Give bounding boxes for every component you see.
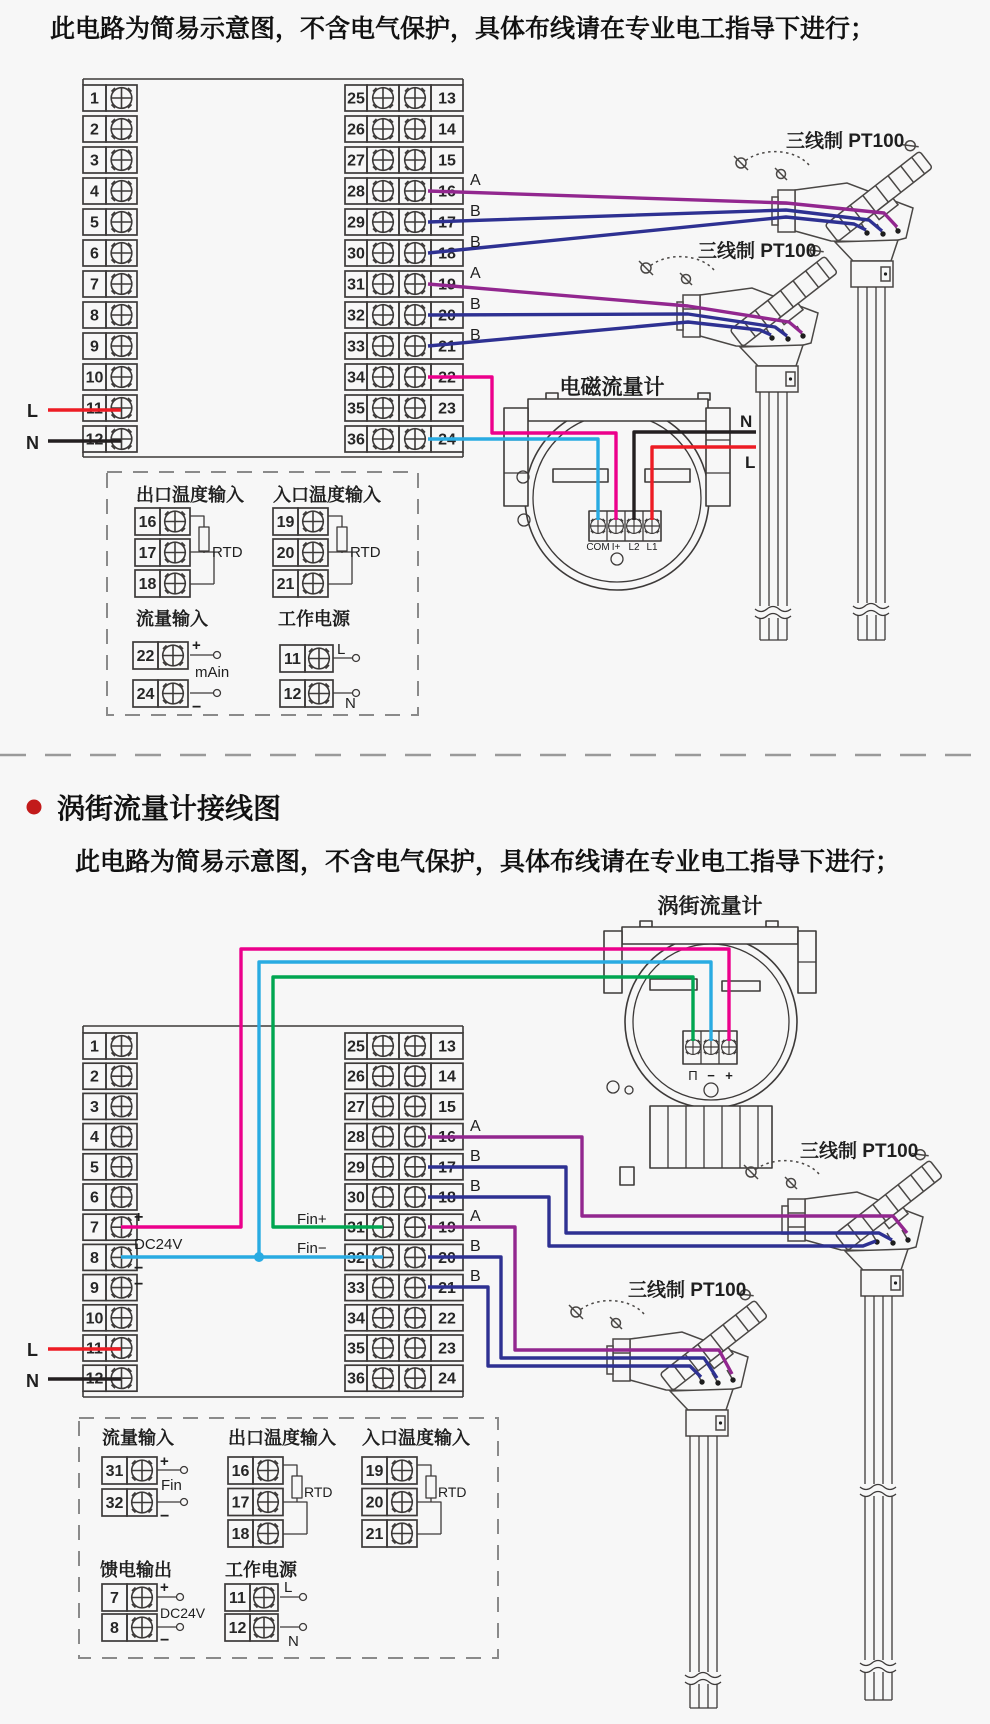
terminal-number: 23 — [438, 1340, 456, 1358]
terminal-screw-icon — [405, 274, 426, 295]
terminal-number: 19 — [438, 1219, 456, 1237]
bottom-inlet-title: 入口温度输入 — [362, 1428, 470, 1448]
terminal-screw-icon — [405, 1066, 426, 1087]
terminal-number: 3 — [90, 1098, 99, 1116]
terminal-screw-icon — [405, 1096, 426, 1117]
terminal-number: 32 — [347, 307, 365, 325]
terminal-number: 1 — [90, 1038, 99, 1056]
bottom-inlet-rtd-label: RTD — [438, 1484, 467, 1500]
top-flow-minus-label: − — [192, 699, 202, 716]
terminal-number: 14 — [438, 121, 456, 139]
bottom-power-title: 工作电源 — [225, 1560, 297, 1580]
bottom-outlet-rtd-label: RTD — [304, 1484, 333, 1500]
terminal-screw-icon — [258, 1460, 279, 1481]
terminal-number: 12 — [85, 1370, 104, 1388]
terminal-screw-icon — [373, 1036, 394, 1057]
bottom-power-l-label: L — [284, 1579, 293, 1596]
terminal-number: 16 — [438, 1129, 456, 1147]
terminal-number: 21 — [365, 1526, 384, 1543]
terminal-number: 19 — [438, 276, 456, 294]
bottom-wire-label-a2: A — [470, 1208, 481, 1225]
terminal-screw-icon — [405, 181, 426, 202]
terminal-number: 8 — [110, 1620, 119, 1637]
terminal-number: 7 — [90, 1219, 99, 1237]
terminal-screw-icon — [111, 367, 132, 388]
terminal-screw-icon — [254, 1587, 275, 1608]
terminal-screw-icon — [373, 212, 394, 233]
terminal-number: 20 — [365, 1494, 384, 1512]
terminal-number: 23 — [438, 400, 456, 418]
top-section-title: 此电路为简易示意图，不含电气保护，具体布线请在专业电工指导下进行； — [50, 15, 876, 43]
bottom-detail-outlet-terminals — [228, 1457, 283, 1547]
terminal-number: 11 — [86, 1340, 103, 1358]
bottom-feed-dc24v-label: DC24V — [160, 1605, 206, 1621]
terminal-screw-icon — [111, 88, 132, 109]
terminal-number: 12 — [283, 686, 302, 703]
terminal-number: 10 — [85, 369, 104, 387]
terminal-number: 31 — [347, 1219, 365, 1237]
terminal-number: 17 — [438, 1159, 456, 1177]
terminal-number: 24 — [136, 686, 155, 703]
vortex-flowmeter-label: 涡街流量计 — [657, 895, 763, 918]
terminal-screw-icon — [405, 243, 426, 264]
vortex-minus-label: − — [707, 1068, 715, 1083]
bottom-feed-plus-label: + — [160, 1579, 169, 1596]
terminal-number: 9 — [90, 338, 99, 356]
terminal-number: 15 — [438, 1098, 456, 1116]
terminal-number: 8 — [90, 1249, 99, 1267]
bottom-flow-minus-label: − — [160, 1508, 170, 1525]
terminal-screw-icon — [254, 1617, 275, 1638]
terminal-screw-icon — [373, 429, 394, 450]
terminal-screw-icon — [373, 1277, 394, 1298]
bottom-wire-label-b1: B — [470, 1148, 481, 1165]
terminal-screw-icon — [373, 1066, 394, 1087]
terminal-screw-icon — [373, 88, 394, 109]
top-detail-flow-terminals — [133, 642, 188, 707]
top-pt100-lower-label: 三线制 PT100 — [698, 241, 817, 262]
top-detail-outlet-terminals — [135, 508, 190, 597]
pt100-sensor-bottom-lower — [569, 1286, 774, 1436]
terminal-screw-icon — [132, 1617, 153, 1638]
bottom-detail-flow-terminals — [102, 1457, 157, 1516]
terminal-number: 27 — [347, 1098, 365, 1116]
terminal-screw-icon — [111, 274, 132, 295]
terminal-screw-icon — [111, 150, 132, 171]
pt100-probe-bottom-lower — [684, 1436, 723, 1708]
em-terminal-com-label: COM — [586, 542, 610, 553]
terminal-screw-icon — [165, 511, 186, 532]
terminal-screw-icon — [405, 119, 426, 140]
terminal-screw-icon — [111, 243, 132, 264]
terminal-number: 30 — [347, 1189, 365, 1207]
terminal-screw-icon — [111, 119, 132, 140]
terminal-screw-icon — [309, 683, 330, 704]
terminal-screw-icon — [373, 367, 394, 388]
terminal-screw-icon — [163, 683, 184, 704]
terminal-screw-icon — [303, 511, 324, 532]
terminal-screw-icon — [405, 1368, 426, 1389]
bottom-detail-feed-terminals — [102, 1584, 157, 1641]
bottom-wire-label-b2: B — [470, 1178, 481, 1195]
top-wire-label-b1: B — [470, 203, 481, 220]
wire-junction-dot — [254, 1252, 264, 1262]
terminal-number: 9 — [90, 1280, 99, 1298]
terminal-screw-icon — [373, 1126, 394, 1147]
terminal-screw-icon — [165, 573, 186, 594]
terminal-number: 30 — [347, 245, 365, 263]
bottom-pt100-lower-label: 三线制 PT100 — [628, 1280, 747, 1301]
terminal-screw-icon — [405, 367, 426, 388]
em-flowmeter-label: 电磁流量计 — [559, 376, 665, 399]
pt100-probe-top-upper — [852, 287, 891, 640]
terminal-number: 31 — [105, 1463, 124, 1480]
terminal-screw-icon — [132, 1460, 153, 1481]
terminal-number: 19 — [276, 514, 295, 531]
terminal-screw-icon — [373, 1338, 394, 1359]
wire-bottom-dc24v-minus — [121, 962, 711, 1257]
top-mains-n-label: N — [26, 433, 39, 453]
top-wire-label-b3: B — [470, 296, 481, 313]
bottom-detail-power-terminals — [225, 1584, 278, 1641]
bottom-outlet-title: 出口温度输入 — [228, 1428, 336, 1448]
terminal-screw-icon — [258, 1492, 279, 1513]
terminal-number: 5 — [90, 214, 99, 232]
bottom-section-title: 此电路为简易示意图，不含电气保护，具体布线请在专业电工指导下进行； — [75, 848, 901, 876]
terminal-screw-icon — [405, 1277, 426, 1298]
terminal-screw-icon — [111, 398, 132, 419]
terminal-number: 32 — [347, 1249, 365, 1267]
terminal-screw-icon — [111, 305, 132, 326]
terminal-number: 20 — [438, 1249, 456, 1267]
terminal-screw-icon — [373, 274, 394, 295]
terminal-number: 16 — [138, 514, 157, 531]
top-inlet-title: 入口温度输入 — [273, 485, 381, 505]
terminal-number: 15 — [438, 152, 456, 170]
terminal-number: 6 — [90, 1189, 99, 1207]
terminal-screw-icon — [111, 1066, 132, 1087]
terminal-screw-icon — [405, 1187, 426, 1208]
bottom-flow-fin-label: Fin — [161, 1477, 182, 1494]
terminal-number: 25 — [347, 1038, 365, 1056]
terminal-number: 21 — [276, 576, 295, 593]
terminal-number: 22 — [438, 1310, 456, 1328]
terminal-number: 16 — [438, 183, 456, 201]
terminal-screw-icon — [405, 1338, 426, 1359]
top-inlet-rtd-label: RTD — [350, 544, 381, 561]
top-wire-label-b2: B — [470, 234, 481, 251]
terminal-number: 36 — [347, 1370, 365, 1388]
dc24v-minus1-label: − — [134, 1260, 144, 1277]
terminal-number: 1 — [90, 90, 99, 108]
terminal-screw-icon — [392, 1523, 413, 1544]
terminal-number: 33 — [347, 338, 365, 356]
fin-minus-label: Fin− — [297, 1240, 327, 1257]
terminal-screw-icon — [111, 212, 132, 233]
terminal-screw-icon — [405, 429, 426, 450]
terminal-screw-icon — [258, 1523, 279, 1544]
terminal-screw-icon — [392, 1460, 413, 1481]
terminal-screw-icon — [165, 542, 186, 563]
vortex-pulse-label: Π — [688, 1068, 698, 1083]
terminal-screw-icon — [373, 181, 394, 202]
terminal-number: 35 — [347, 400, 365, 418]
pt100-probe-bottom-upper — [859, 1296, 898, 1700]
terminal-screw-icon — [303, 573, 324, 594]
terminal-number: 11 — [284, 651, 301, 668]
terminal-screw-icon — [405, 1308, 426, 1329]
top-wire-label-a2: A — [470, 265, 481, 282]
top-mains-l-label: L — [27, 401, 38, 421]
terminal-screw-icon — [373, 336, 394, 357]
terminal-number: 22 — [438, 369, 456, 387]
bottom-middle-terminal-strip — [345, 1033, 463, 1391]
terminal-number: 17 — [438, 214, 456, 232]
bottom-feed-minus-label: − — [160, 1632, 170, 1649]
top-flow-unit-label: mAin — [195, 664, 230, 681]
em-terminal-iplus-label: I+ — [611, 542, 621, 553]
em-terminal-l1-label: L1 — [646, 542, 658, 553]
terminal-number: 24 — [438, 1370, 456, 1388]
bottom-flow-plus-label: + — [160, 1453, 169, 1470]
terminal-screw-icon — [405, 1217, 426, 1238]
terminal-screw-icon — [111, 1308, 132, 1329]
terminal-number: 13 — [438, 90, 456, 108]
terminal-screw-icon — [163, 645, 184, 666]
top-outlet-title: 出口温度输入 — [136, 485, 244, 505]
terminal-number: 34 — [347, 369, 365, 387]
top-power-l-label: L — [337, 641, 346, 658]
terminal-number: 19 — [365, 1463, 384, 1480]
terminal-number: 18 — [231, 1526, 250, 1543]
terminal-number: 25 — [347, 90, 365, 108]
terminal-screw-icon — [373, 305, 394, 326]
terminal-number: 5 — [90, 1159, 99, 1177]
terminal-screw-icon — [373, 243, 394, 264]
terminal-number: 7 — [90, 276, 99, 294]
top-power-title: 工作电源 — [278, 609, 350, 629]
terminal-screw-icon — [132, 1492, 153, 1513]
terminal-number: 26 — [347, 121, 365, 139]
terminal-number: 36 — [347, 431, 365, 449]
terminal-screw-icon — [309, 648, 330, 669]
terminal-number: 20 — [276, 545, 295, 562]
terminal-number: 4 — [90, 1129, 99, 1147]
terminal-number: 2 — [90, 1068, 99, 1086]
terminal-screw-icon — [405, 150, 426, 171]
terminal-screw-icon — [111, 1187, 132, 1208]
top-outlet-rtd-label: RTD — [212, 544, 243, 561]
terminal-number: 32 — [105, 1495, 124, 1512]
terminal-screw-icon — [373, 119, 394, 140]
top-wire-label-b4: B — [470, 327, 481, 344]
bottom-bullet-title: 涡街流量计接线图 — [57, 793, 282, 824]
terminal-number: 21 — [438, 1280, 456, 1298]
bottom-feed-title: 馈电输出 — [100, 1560, 172, 1580]
terminal-number: 24 — [438, 431, 456, 449]
em-terminal-l2-label: L2 — [628, 542, 640, 553]
terminal-number: 34 — [347, 1310, 365, 1328]
terminal-number: 2 — [90, 121, 99, 139]
terminal-number: 18 — [438, 245, 456, 263]
terminal-number: 27 — [347, 152, 365, 170]
top-detail-inlet-terminals — [273, 508, 328, 597]
bottom-mains-n-label: N — [26, 1371, 39, 1391]
terminal-number: 14 — [438, 1068, 456, 1086]
dc24v-label: DC24V — [134, 1236, 183, 1253]
terminal-screw-icon — [373, 1096, 394, 1117]
terminal-screw-icon — [405, 1247, 426, 1268]
terminal-screw-icon — [373, 150, 394, 171]
terminal-screw-icon — [405, 88, 426, 109]
terminal-number: 35 — [347, 1340, 365, 1358]
vortex-plus-label: + — [725, 1068, 733, 1083]
terminal-number: 28 — [347, 1129, 365, 1147]
terminal-screw-icon — [111, 1036, 132, 1057]
terminal-number: 26 — [347, 1068, 365, 1086]
line-art-layer — [0, 79, 990, 1708]
terminal-screw-icon — [303, 542, 324, 563]
fin-plus-label: Fin+ — [297, 1211, 327, 1228]
pt100-sensor-top-lower — [639, 242, 844, 392]
terminal-number: 8 — [90, 307, 99, 325]
terminal-number: 13 — [438, 1038, 456, 1056]
terminal-screw-icon — [111, 336, 132, 357]
terminal-screw-icon — [405, 1157, 426, 1178]
dc24v-plus-label: + — [134, 1209, 144, 1226]
terminal-screw-icon — [111, 181, 132, 202]
terminal-number: 29 — [347, 1159, 365, 1177]
terminal-number: 17 — [138, 545, 157, 562]
terminal-number: 4 — [90, 183, 99, 201]
terminal-number: 20 — [438, 307, 456, 325]
terminal-number: 18 — [438, 1189, 456, 1207]
bottom-pt100-upper-label: 三线制 PT100 — [800, 1141, 919, 1162]
bottom-power-n-label: N — [288, 1633, 299, 1650]
terminal-screw-icon — [373, 398, 394, 419]
bottom-mains-l-label: L — [27, 1340, 38, 1360]
terminal-number: 28 — [347, 183, 365, 201]
terminal-number: 7 — [110, 1590, 119, 1607]
labels-layer — [26, 14, 918, 1650]
top-left-terminal-strip — [83, 85, 137, 452]
terminal-number: 31 — [347, 276, 365, 294]
terminal-screw-icon — [373, 1157, 394, 1178]
bullet-icon — [27, 800, 42, 815]
top-flow-title: 流量输入 — [136, 609, 208, 629]
bottom-wire-label-b4: B — [470, 1268, 481, 1285]
top-detail-power-terminals — [280, 645, 333, 707]
terminal-screw-icon — [405, 305, 426, 326]
terminal-number: 29 — [347, 214, 365, 232]
em-meter-n-label: N — [740, 412, 753, 431]
terminal-screw-icon — [111, 429, 132, 450]
terminal-number: 17 — [231, 1494, 250, 1512]
terminal-number: 22 — [136, 648, 155, 665]
terminal-number: 6 — [90, 245, 99, 263]
dc24v-minus2-label: − — [134, 1276, 144, 1293]
top-wire-label-a1: A — [470, 172, 481, 189]
terminal-screw-icon — [373, 1368, 394, 1389]
top-flow-plus-label: + — [192, 637, 201, 654]
terminal-screw-icon — [111, 1277, 132, 1298]
terminal-screw-icon — [373, 1187, 394, 1208]
terminal-screw-icon — [405, 1036, 426, 1057]
pt100-probe-top-lower — [754, 392, 793, 640]
terminal-screw-icon — [111, 1096, 132, 1117]
terminal-screw-icon — [111, 1157, 132, 1178]
top-pt100-upper-label: 三线制 PT100 — [786, 131, 905, 152]
terminal-screw-icon — [132, 1587, 153, 1608]
bottom-detail-inlet-terminals — [362, 1457, 417, 1547]
terminal-number: 11 — [86, 400, 103, 418]
terminal-screw-icon — [405, 336, 426, 357]
bottom-wire-label-a1: A — [470, 1118, 481, 1135]
terminal-number: 21 — [438, 338, 456, 356]
bottom-flow-title: 流量输入 — [102, 1428, 174, 1448]
terminal-number: 16 — [231, 1463, 250, 1480]
top-middle-terminal-strip — [345, 85, 463, 452]
terminal-number: 10 — [85, 1310, 104, 1328]
terminal-number: 33 — [347, 1280, 365, 1298]
bottom-wire-label-b3: B — [470, 1238, 481, 1255]
bottom-left-terminal-strip — [83, 1033, 137, 1391]
terminal-number: 11 — [229, 1590, 246, 1607]
terminal-number: 18 — [138, 576, 157, 593]
terminal-screw-icon — [111, 1126, 132, 1147]
pt100-sensor-bottom-upper — [744, 1146, 949, 1296]
terminal-number: 3 — [90, 152, 99, 170]
terminal-screw-icon — [405, 212, 426, 233]
terminal-screw-icon — [405, 398, 426, 419]
terminal-number: 12 — [85, 431, 104, 449]
terminal-number: 12 — [228, 1620, 247, 1637]
top-power-n-label: N — [345, 695, 356, 712]
terminal-screw-icon — [392, 1492, 413, 1513]
em-meter-l-label: L — [745, 453, 756, 472]
terminal-screw-icon — [373, 1308, 394, 1329]
terminal-screw-icon — [405, 1126, 426, 1147]
